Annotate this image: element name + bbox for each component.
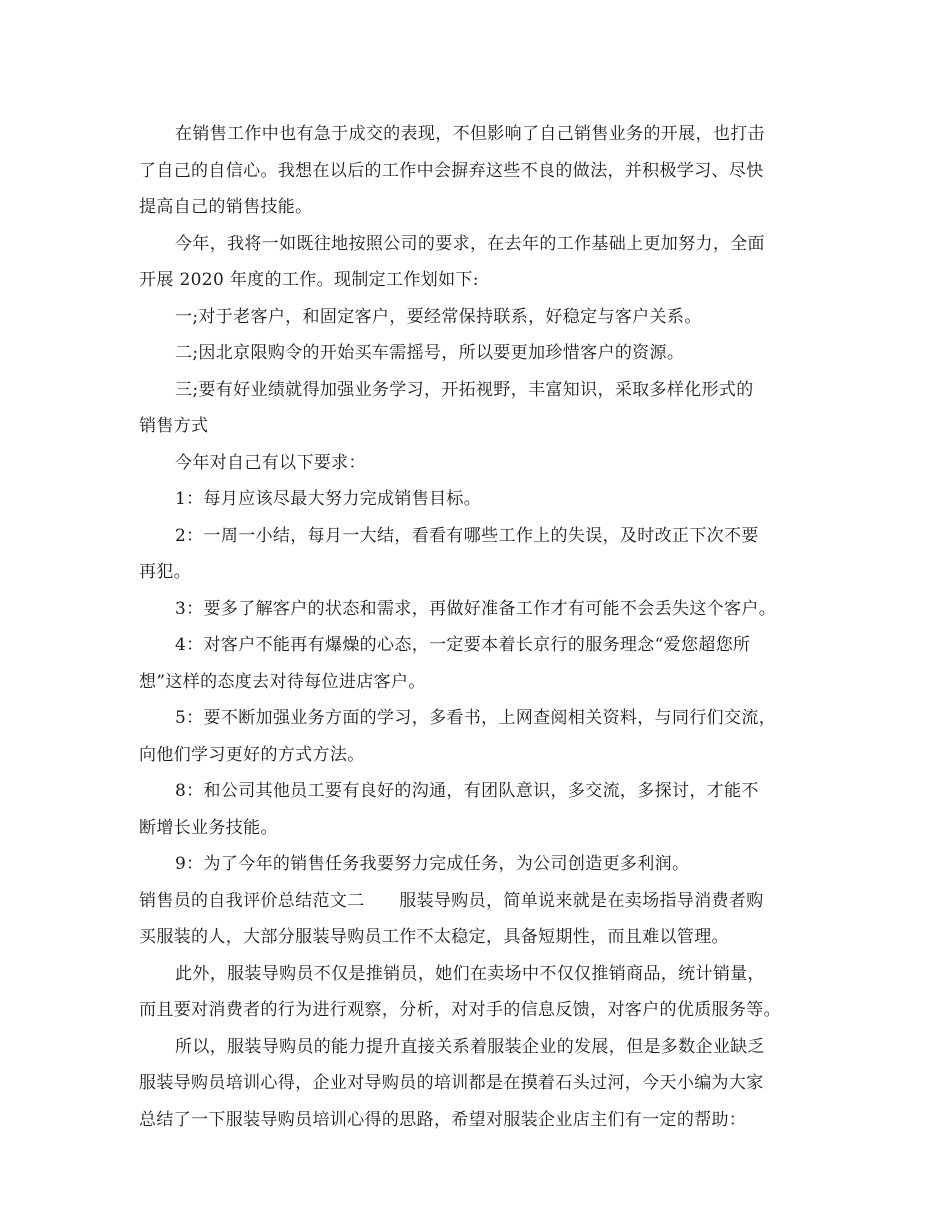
text-line: 买服装的人，大部分服装导购员工作不太稳定，具备短期性，而且难以管理。 <box>139 927 729 947</box>
text-line: 9：为了今年的销售任务我要努力完成任务，为公司创造更多利润。 <box>175 854 690 874</box>
text-line: 销售员的自我评价总结范文二 服装导购员，简单说来就是在卖场指导消费者购 <box>139 890 764 911</box>
text-line: 今年对自己有以下要求： <box>175 452 366 473</box>
text-line: 提高自己的销售技能。 <box>139 197 313 217</box>
text-line: 再犯。 <box>139 562 192 582</box>
text-line: 服装导购员培训心得，企业对导购员的培训都是在摸着石头过河，今天小编为大家 <box>139 1073 764 1093</box>
text-line: 在销售工作中也有急于成交的表现，不但影响了自己销售业务的开展，也打击 <box>175 124 765 144</box>
text-line: 8：和公司其他员工要有良好的沟通，有团队意识，多交流，多探讨，才能不 <box>175 781 759 801</box>
text-line: 想”这样的态度去对待每位进店客户。 <box>139 671 426 692</box>
text-line: 2：一周一小结，每月一大结，看看有哪些工作上的失误，及时改正下次不要 <box>175 525 759 546</box>
text-line: 销售方式 <box>139 416 209 436</box>
text-line: 而且要对消费者的行为进行观察，分析，对对手的信息反馈，对客户的优质服务等。 <box>139 1000 781 1020</box>
text-line: 一;对于老客户，和固定客户，要经常保持联系，好稳定与客户关系。 <box>175 306 702 327</box>
text-line: 所以，服装导购员的能力提升直接关系着服装企业的发展，但是多数企业缺乏 <box>175 1036 765 1057</box>
text-line: 了自己的自信心。我想在以后的工作中会摒弃这些不良的做法，并积极学习、尽快 <box>139 160 764 181</box>
text-line: 5：要不断加强业务方面的学习，多看书，上网查阅相关资料，与同行们交流， <box>175 708 777 728</box>
text-line: 开展 2020 年度的工作。现制定工作划如下: <box>139 270 479 290</box>
text-line: 向他们学习更好的方式方法。 <box>139 744 365 765</box>
text-line: 1：每月应该尽最大努力完成销售目标。 <box>175 489 482 509</box>
text-line: 3：要多了解客户的状态和需求，再做好准备工作才有可能不会丢失这个客户。 <box>175 598 777 619</box>
text-line: 总结了一下服装导购员培训心得的思路，希望对服装企业店主们有一定的帮助： <box>139 1109 747 1130</box>
text-line: 今年，我将一如既往地按照公司的要求，在去年的工作基础上更加努力，全面 <box>175 233 765 254</box>
text-line: 此外，服装导购员不仅是推销员，她们在卖场中不仅仅推销商品，统计销量， <box>175 963 765 984</box>
text-line: 断增长业务技能。 <box>139 817 278 838</box>
text-line: 4：对客户不能再有爆燥的心态，一定要本着长京行的服务理念“爱您超您所 <box>175 635 751 655</box>
document-body <box>139 116 814 1138</box>
text-line: 三;要有好业绩就得加强业务学习，开拓视野，丰富知识，采取多样化形式的 <box>175 379 754 400</box>
text-line: 二;因北京限购令的开始买车需摇号，所以要更加珍惜客户的资源。 <box>175 343 685 363</box>
